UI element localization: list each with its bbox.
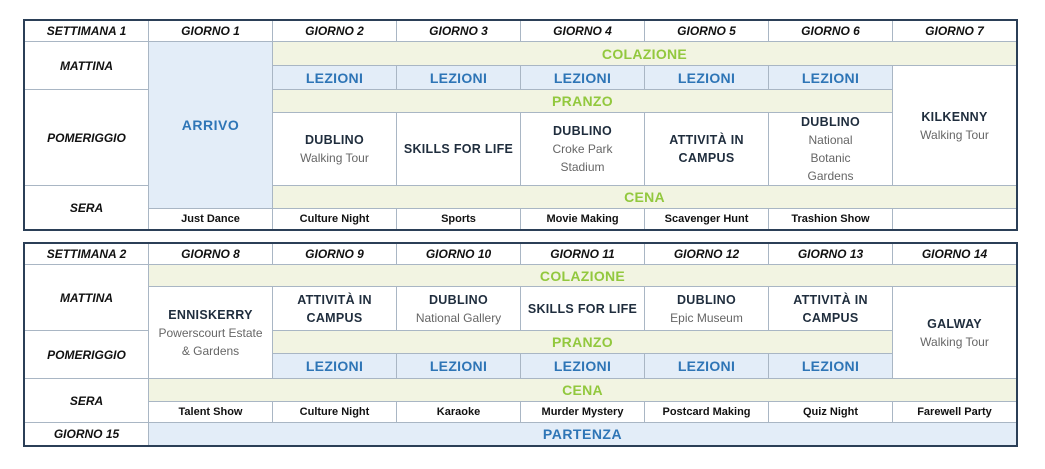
activity-cell	[645, 113, 769, 186]
activity-title: ENNISKERRY	[168, 307, 253, 322]
evening-activity: Quiz Night	[769, 402, 893, 423]
activity-title: ATTIVITÀ IN CAMPUS	[297, 292, 372, 325]
lessons-cell: LEZIONI	[397, 354, 521, 379]
lessons-cell: LEZIONI	[273, 66, 397, 90]
lessons-cell: LEZIONI	[645, 66, 769, 90]
evening-activity: Scavenger Hunt	[645, 209, 769, 230]
lunch-band: PRANZO	[273, 331, 893, 354]
departure-band: PARTENZA	[149, 423, 1017, 446]
activity-title: DUBLINO	[304, 133, 365, 147]
evening-activity: Postcard Making	[645, 402, 769, 423]
activity-cell	[521, 113, 645, 186]
activity-title: DUBLINO	[800, 115, 861, 129]
day-header: GIORNO 8	[149, 244, 273, 265]
activity-subtitle: Walking Tour	[920, 334, 989, 349]
activity-title: GALWAY	[927, 316, 982, 331]
activity-subtitle: Epic Museum	[670, 310, 743, 325]
day-header: GIORNO 9	[273, 244, 397, 265]
lessons-cell: LEZIONI	[769, 354, 893, 379]
day-header: GIORNO 11	[521, 244, 645, 265]
day-header: GIORNO 6	[769, 21, 893, 42]
activity-cell	[769, 287, 893, 331]
lessons-cell: LEZIONI	[273, 354, 397, 379]
day-header: GIORNO 12	[645, 244, 769, 265]
evening-activity: Sports	[397, 209, 521, 230]
activity-title: DUBLINO	[552, 124, 613, 138]
evening-activity: Movie Making	[521, 209, 645, 230]
activity-cell	[397, 113, 521, 186]
day-header: GIORNO 10	[397, 244, 521, 265]
evening-activity: Karaoke	[397, 402, 521, 423]
lessons-cell: LEZIONI	[521, 66, 645, 90]
activity-subtitle: Croke Park Stadium	[552, 142, 613, 174]
row-label-morning: MATTINA	[25, 42, 149, 90]
activity-cell	[769, 113, 893, 186]
day-header: GIORNO 2	[273, 21, 397, 42]
row-label-evening: SERA	[25, 379, 149, 423]
week-label: SETTIMANA 1	[25, 21, 149, 42]
row-label-afternoon: POMERIGGIO	[25, 90, 149, 186]
day-header: GIORNO 1	[149, 21, 273, 42]
row-label-afternoon: POMERIGGIO	[25, 331, 149, 379]
activity-title: ATTIVITÀ IN CAMPUS	[793, 292, 868, 325]
activity-subtitle: Powerscourt Estate & Gardens	[158, 325, 263, 358]
day-header: GIORNO 3	[397, 21, 521, 42]
breakfast-band: COLAZIONE	[273, 42, 1017, 66]
evening-activity: Culture Night	[273, 402, 397, 423]
evening-activity: Farewell Party	[893, 402, 1017, 423]
day-header: GIORNO 4	[521, 21, 645, 42]
evening-activity: Just Dance	[149, 209, 273, 230]
row-label-morning: MATTINA	[25, 265, 149, 331]
lessons-cell: LEZIONI	[769, 66, 893, 90]
breakfast-band: COLAZIONE	[149, 265, 1017, 287]
activity-subtitle: National Gallery	[415, 310, 502, 325]
activity-cell	[397, 287, 521, 331]
day-header: GIORNO 13	[769, 244, 893, 265]
activity-cell	[273, 113, 397, 186]
activity-cell	[645, 287, 769, 331]
dinner-band: CENA	[149, 379, 1017, 402]
activity-title: DUBLINO	[676, 292, 737, 307]
evening-activity: Talent Show	[149, 402, 273, 423]
day-header: GIORNO 5	[645, 21, 769, 42]
lessons-cell: LEZIONI	[521, 354, 645, 379]
evening-activity: Culture Night	[273, 209, 397, 230]
activity-title: DUBLINO	[428, 292, 489, 307]
activity-title: KILKENNY	[921, 109, 988, 124]
activity-subtitle: National Botanic Gardens	[807, 133, 854, 183]
activity-subtitle: Walking Tour	[300, 151, 369, 165]
week1-table	[24, 20, 1017, 230]
activity-title: SKILLS FOR LIFE	[527, 301, 638, 316]
day7-activity	[893, 66, 1017, 186]
activity-title: SKILLS FOR LIFE	[403, 142, 514, 156]
activity-cell	[521, 287, 645, 331]
lessons-cell: LEZIONI	[645, 354, 769, 379]
lunch-band: PRANZO	[273, 90, 893, 113]
week-label: SETTIMANA 2	[25, 244, 149, 265]
dinner-band: CENA	[273, 186, 1017, 209]
row-label-day15: GIORNO 15	[25, 423, 149, 446]
activity-subtitle: Walking Tour	[920, 127, 989, 142]
day-header: GIORNO 14	[893, 244, 1017, 265]
activity-cell	[273, 287, 397, 331]
evening-activity: Trashion Show	[769, 209, 893, 230]
evening-activity: Murder Mystery	[521, 402, 645, 423]
day8-activity	[149, 287, 273, 379]
row-label-evening: SERA	[25, 186, 149, 230]
week2-table	[24, 243, 1017, 446]
lessons-cell: LEZIONI	[397, 66, 521, 90]
day14-activity	[893, 287, 1017, 379]
arrival-cell: ARRIVO	[149, 42, 273, 209]
day-header: GIORNO 7	[893, 21, 1017, 42]
activity-title: ATTIVITÀ IN CAMPUS	[669, 133, 744, 165]
